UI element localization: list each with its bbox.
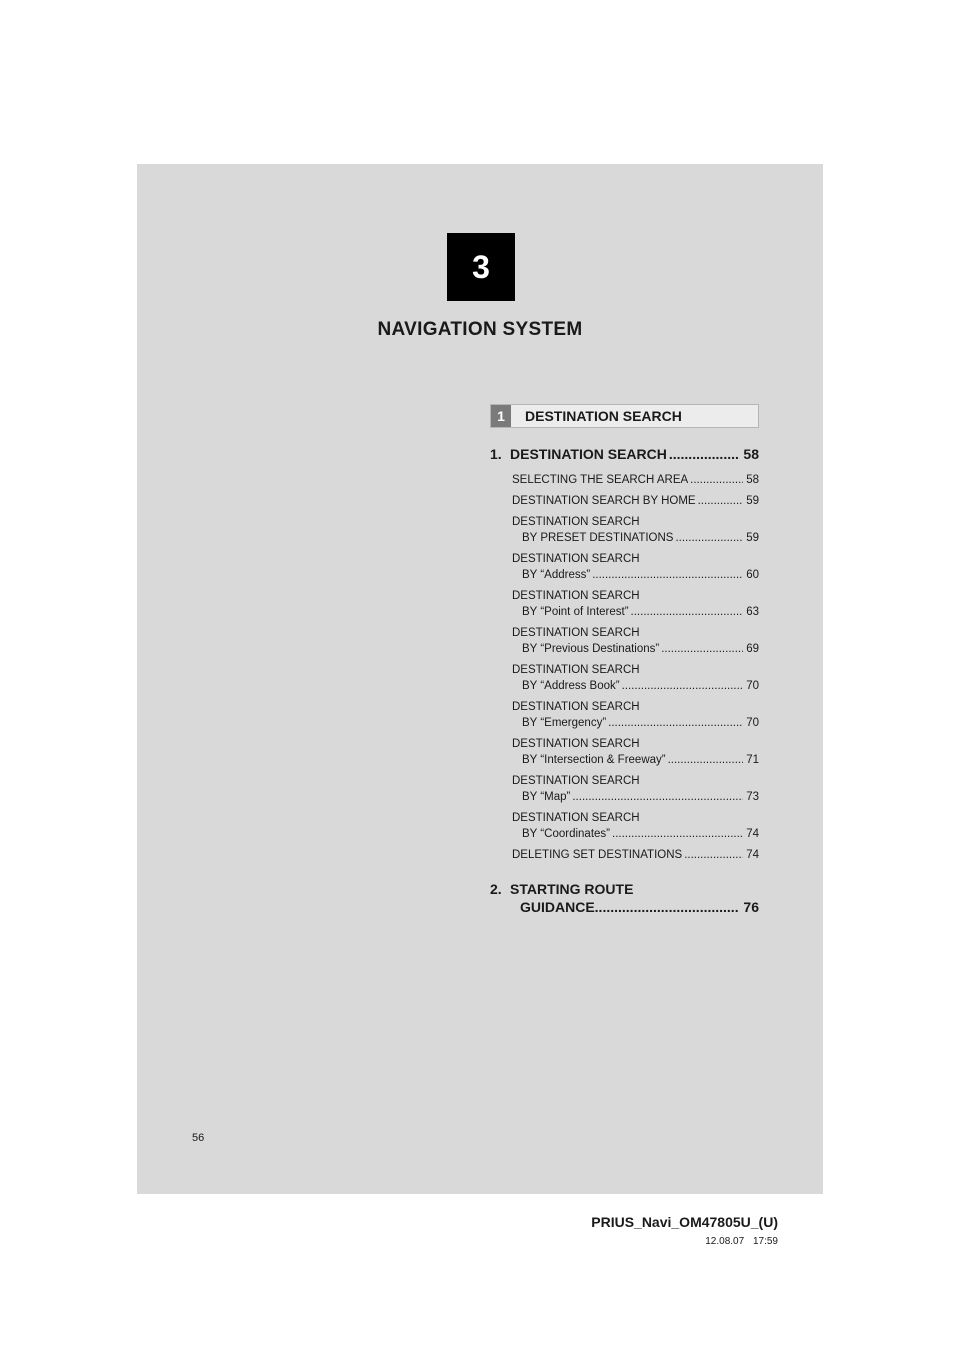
- toc-subentry-page: 74: [746, 849, 759, 861]
- toc-subentry-title: BY “Point of Interest”: [522, 606, 629, 618]
- toc-subentry-page: 63: [746, 606, 759, 618]
- toc-subentry-line1: DESTINATION SEARCH: [512, 627, 640, 639]
- toc-subentry-page: 60: [746, 569, 759, 581]
- toc-subentry-page: 71: [746, 754, 759, 766]
- chapter-title: NAVIGATION SYSTEM: [377, 319, 583, 340]
- toc-subentry-line1: DESTINATION SEARCH: [512, 775, 640, 787]
- toc-subentry[interactable]: [512, 472, 759, 488]
- toc-leader-dots: [572, 789, 743, 805]
- toc-leader-dots: [684, 847, 743, 863]
- toc-item-starting-route-guidance[interactable]: [490, 881, 759, 915]
- toc-leader-dots: [668, 752, 744, 768]
- toc-subentry[interactable]: [512, 847, 759, 863]
- section-number: 1: [491, 405, 511, 427]
- toc-subentry[interactable]: [512, 773, 759, 805]
- section-header: [490, 404, 759, 428]
- chapter-number: 3: [472, 249, 490, 285]
- toc-subentry-page: 58: [746, 474, 759, 486]
- toc-leader-dots: [690, 472, 743, 488]
- toc-subentry-line1: DESTINATION SEARCH: [512, 590, 640, 602]
- toc-subentry[interactable]: [512, 588, 759, 620]
- toc-subentries: [490, 472, 759, 863]
- toc-subentry-title: DELETING SET DESTINATIONS: [512, 849, 683, 861]
- toc-leader-dots: [698, 493, 744, 509]
- toc-leader-dots: [592, 567, 743, 583]
- toc-item-destination-search[interactable]: [490, 446, 759, 462]
- toc-subentry-line1: DESTINATION SEARCH: [512, 738, 640, 750]
- toc-subentry-line1: DESTINATION SEARCH: [512, 553, 640, 565]
- toc-leader-dots: [622, 678, 744, 694]
- toc-subentry-line1: DESTINATION SEARCH: [512, 701, 640, 713]
- toc-subentry[interactable]: [512, 493, 759, 509]
- toc-subentry-title: BY “Address”: [522, 569, 591, 581]
- toc-item-title-line1: STARTING ROUTE: [510, 881, 634, 897]
- toc-subentry-page: 73: [746, 791, 759, 803]
- toc-subentry-line1: DESTINATION SEARCH: [512, 516, 640, 528]
- section-title: DESTINATION SEARCH: [525, 408, 682, 424]
- chapter-number-box: [447, 233, 515, 301]
- toc-subentry-title: BY “Map”: [522, 791, 571, 803]
- toc-item-page: 58: [743, 446, 759, 462]
- toc-subentry[interactable]: [512, 810, 759, 842]
- toc-subentry-page: 69: [746, 643, 759, 655]
- footer-document-code: PRIUS_Navi_OM47805U_(U): [591, 1214, 778, 1230]
- toc-subentry[interactable]: [512, 736, 759, 768]
- table-of-contents: [490, 446, 759, 915]
- toc-subentry[interactable]: [512, 551, 759, 583]
- toc-subentry-title: BY “Address Book”: [522, 680, 620, 692]
- toc-item-title-line2: GUIDANCE: [520, 899, 595, 915]
- toc-subentry-page: 59: [746, 532, 759, 544]
- toc-subentry-page: 70: [746, 680, 759, 692]
- toc-leader-dots: [612, 826, 743, 842]
- toc-leader-dots: [669, 446, 740, 462]
- toc-subentry[interactable]: [512, 514, 759, 546]
- toc-item-number: 1.: [490, 446, 502, 462]
- toc-subentry-page: 59: [746, 495, 759, 507]
- toc-item-page: 76: [743, 899, 759, 915]
- toc-item-title: DESTINATION SEARCH: [510, 446, 667, 462]
- toc-leader-dots: [631, 604, 744, 620]
- toc-subentry[interactable]: [512, 662, 759, 694]
- toc-leader-dots: [608, 715, 743, 731]
- footer-date: 12.08.07: [705, 1236, 745, 1247]
- toc-subentry-title: BY PRESET DESTINATIONS: [522, 532, 674, 544]
- toc-subentry-title: BY “Coordinates”: [522, 828, 610, 840]
- toc-subentry-title: BY “Intersection & Freeway”: [522, 754, 666, 766]
- toc-leader-dots: [595, 899, 740, 915]
- manual-page: [137, 164, 823, 1194]
- toc-leader-dots: [661, 641, 743, 657]
- toc-subentry-title: SELECTING THE SEARCH AREA: [512, 474, 689, 486]
- footer-time: 17:59: [752, 1236, 778, 1247]
- toc-subentry-title: BY “Emergency”: [522, 717, 607, 729]
- toc-subentry-title: BY “Previous Destinations”: [522, 643, 660, 655]
- toc-subentry-page: 70: [746, 717, 759, 729]
- toc-subentry-title: DESTINATION SEARCH BY HOME: [512, 495, 696, 507]
- footer-timestamp: [705, 1236, 778, 1247]
- toc-subentry[interactable]: [512, 625, 759, 657]
- toc-item-number: 2.: [490, 881, 502, 897]
- toc-subentry-line1: DESTINATION SEARCH: [512, 664, 640, 676]
- page-number: 56: [192, 1132, 205, 1144]
- toc-subentry-line1: DESTINATION SEARCH: [512, 812, 640, 824]
- toc-leader-dots: [675, 530, 743, 546]
- toc-subentry[interactable]: [512, 699, 759, 731]
- toc-subentry-page: 74: [746, 828, 759, 840]
